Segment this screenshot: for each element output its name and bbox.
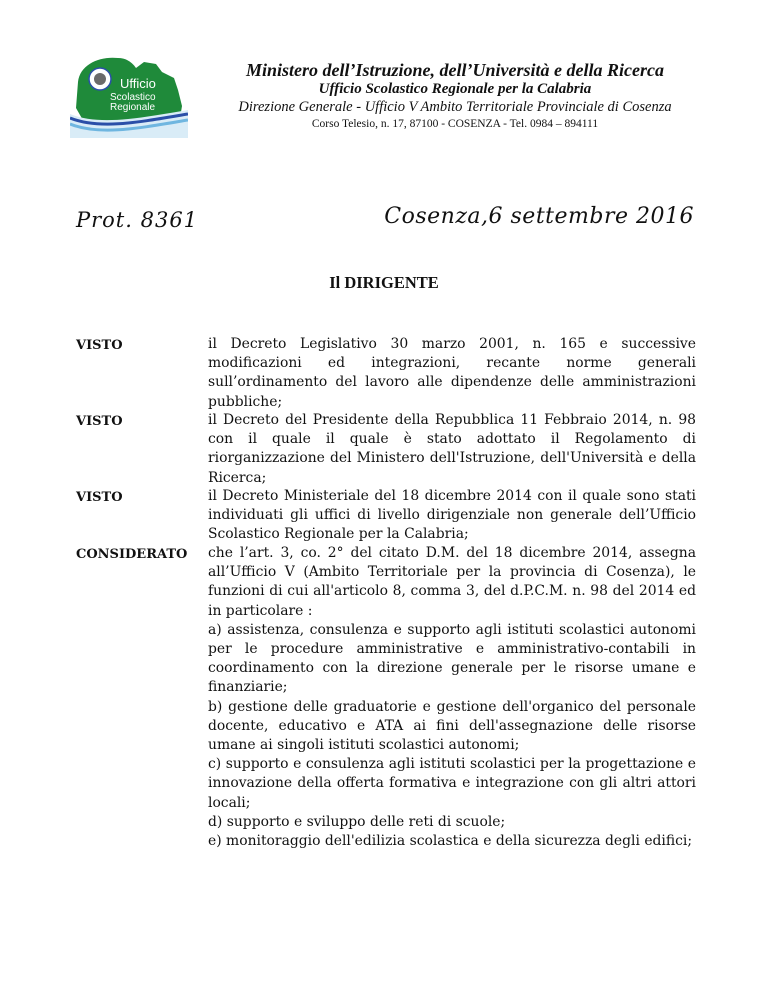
- section-text: [208, 411, 696, 488]
- section-label: VISTO: [76, 414, 123, 429]
- section-label: CONSIDERATO: [76, 547, 188, 562]
- list-item: c) supporto e consulenza agli istituti scolastici per la progettazione e innovazione della offerta formativa e integrazione con gli altri attori locali;: [208, 756, 696, 811]
- section-text: [208, 487, 696, 545]
- protocol-number: Prot. 8361: [76, 208, 199, 232]
- section-paragraph: il Decreto Ministeriale del 18 dicembre 2014 con il quale sono stati individuati gli uffici di livello dirigenziale non generale dell’Ufficio Scolastico Regionale per la Calabria;: [208, 488, 696, 543]
- section-text: [208, 544, 696, 851]
- section-label: VISTO: [76, 490, 123, 505]
- ministry-name: Ministero dell’Istruzione, dell’Università e della Ricerca: [246, 60, 664, 80]
- office-address: Corso Telesio, n. 17, 87100 - COSENZA - Tel. 0984 – 894111: [311, 118, 599, 130]
- section-paragraph: che l’art. 3, co. 2° del citato D.M. del 18 dicembre 2014, assegna all’Ufficio V (Ambito Territoriale per la provincia di Cosenza), le funzioni di cui all'articolo 8, comma 3, del d.P.C.M. n. 98 del 2014 ed in particolare :: [208, 545, 696, 619]
- list-item: b) gestione delle graduatorie e gestione dell'organico del personale docente, educativo e ATA ai fini dell'assegnazione delle risorse umane ai singoli istituti scolastici autonomi;: [208, 698, 696, 754]
- list-item: e) monitoraggio dell'edilizia scolastica e della sicurezza degli edifici;: [208, 833, 693, 850]
- list-item: d) supporto e sviluppo delle reti di scuole;: [208, 813, 506, 830]
- logo-text-line3: Regionale: [110, 102, 156, 113]
- section-paragraph: il Decreto del Presidente della Repubblica 11 Febbraio 2014, n. 98 con il quale il quale è stato adottato il Regolamento di riorganizzazione del Ministero dell'Istruzione, dell'Università e della Ricerca;: [208, 412, 696, 486]
- logo-text-line2: Scolastico: [110, 92, 156, 103]
- document-title: Il DIRIGENTE: [329, 273, 439, 292]
- section-text: [208, 335, 696, 412]
- document-date: Cosenza,6 settembre 2016: [384, 204, 694, 229]
- ufficio-scolastico-logo: [70, 52, 188, 138]
- section-paragraph: il Decreto Legislativo 30 marzo 2001, n. 165 e successive modificazioni ed integrazioni, recante norme generali sull’ordinamento del lavoro alle dipendenze delle amministrazioni pubbliche;: [208, 336, 696, 410]
- logo-text-line1: Ufficio: [120, 76, 156, 91]
- office-name: Ufficio Scolastico Regionale per la Calabria: [318, 81, 592, 97]
- list-item: a) assistenza, consulenza e supporto agli istituti scolastici autonomi per le procedure amministrative e amministrativo-contabili in coordinamento con la direzione generale per le risorse umane e finanziarie;: [208, 621, 696, 696]
- direction-name: Direzione Generale - Ufficio V Ambito Territoriale Provinciale di Cosenza: [238, 99, 672, 115]
- section-label: VISTO: [76, 338, 123, 353]
